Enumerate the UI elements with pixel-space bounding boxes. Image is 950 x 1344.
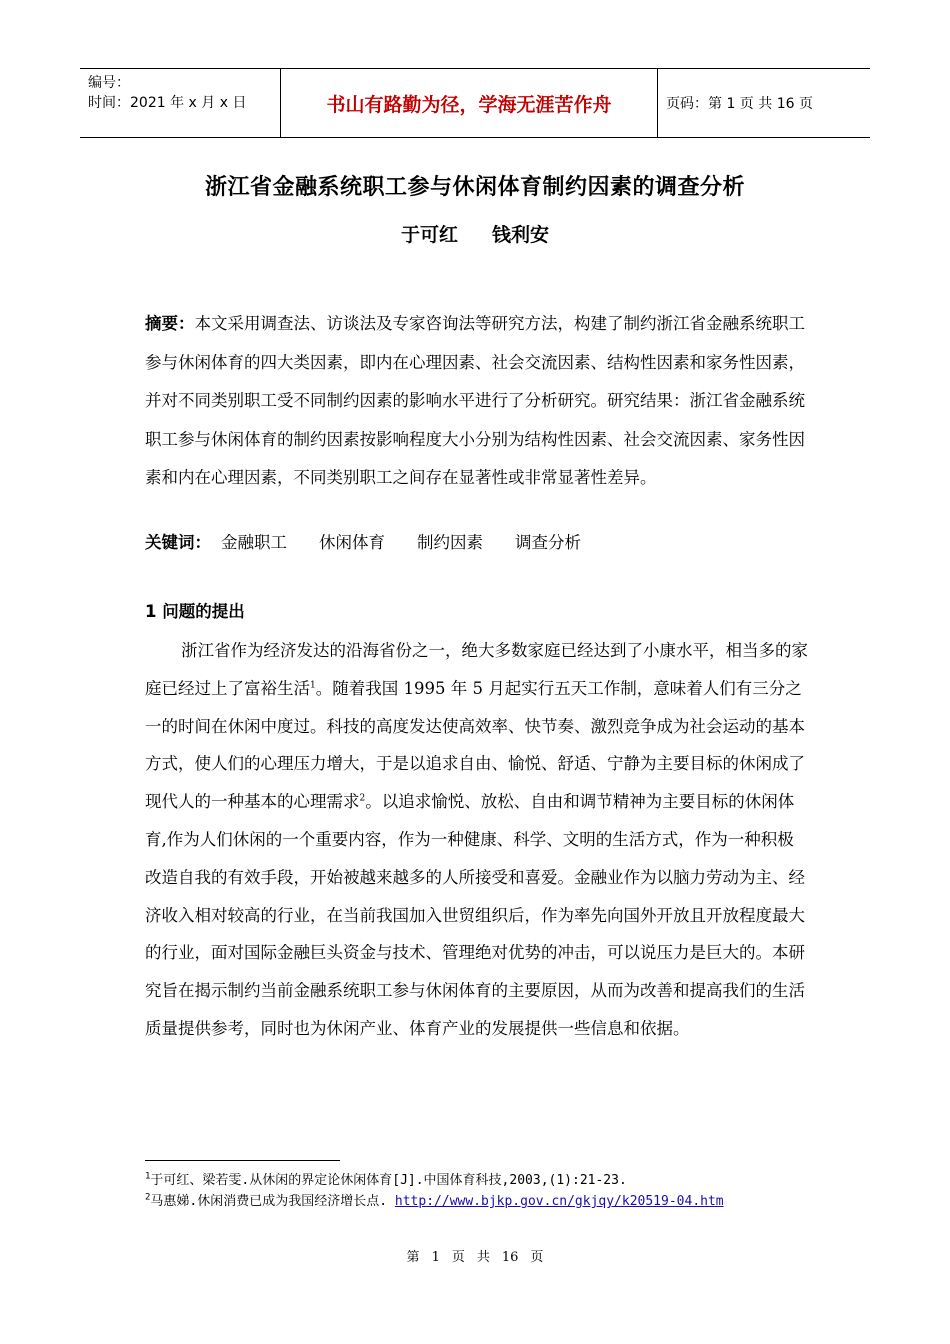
footnotes <box>145 1170 810 1212</box>
footnote-2: $^2$马惠娣.休闲消费已成为我国经济增长点. http://www.bjkp.gov.cn/gkjqy/k20519-04.htm <box>145 1192 724 1209</box>
footnote-link[interactable]: http://www.bjkp.gov.cn/gkjqy/k20519-04.htm <box>394 1194 724 1209</box>
paragraph-text: 。随着我国 1995 年 5 月起实行五天工作制，意味着人们有三分之一的时间在休闲中度过。科技的高度发达使高效率、快节奏、激烈竞争成为社会运动的基本方式，使人们的心理压力增大，于是以追求自由、愉悦、舒适、宁静为主要目标的休闲成了现代人的一种基本的心理需求 <box>145 678 805 812</box>
current-page: 1 <box>431 1250 440 1265</box>
body-paragraph <box>145 632 810 1048</box>
time-label: 时间：2021 年 x 月 x 日 <box>88 95 247 111</box>
footnote-1: $^1$于可红、梁若雯.从休闲的界定论休闲体育[J].中国体育科技,2003,(1):21-23. <box>145 1171 627 1188</box>
footnote-ref-2: 2 <box>359 793 366 804</box>
authors <box>0 220 950 247</box>
section-title: 1 问题的提出 <box>145 602 245 621</box>
author-2: 钱利安 <box>492 224 550 246</box>
keywords-label: 关键词： <box>145 533 211 552</box>
number-label: 编号： <box>88 75 130 91</box>
total-pages: 16 <box>501 1250 519 1265</box>
header-table <box>80 68 870 138</box>
footnote-ref-1: 1 <box>310 680 316 691</box>
header-meta <box>80 69 280 137</box>
paragraph-text: 浙江省作为经济发达的沿海省份之一，绝大多数家庭已经达到了小康水平，相当多的家庭已经过上了富裕生活 <box>145 641 808 698</box>
page-footer: 第 1 页 共 16 页 <box>406 1250 544 1265</box>
keyword: 制约因素 <box>417 533 483 552</box>
paragraph-text: 。以追求愉悦、放松、自由和调节精神为主要目标的休闲体育,作为人们休闲的一个重要内容，作为一种健康、科学、文明的生活方式，作为一种积极改造自我的有效手段，开始被越来越多的人所接受和喜爱。金融业作为以脑力劳动为主、经济收入相对较高的行业，在当前我国加入世贸组织后，作为率先向国外开放且开放程度最大的行业，面对国际金融巨头资金与技术、管理绝对优势的冲击，可以说压力是巨大的。本研究旨在揭示制约当前金融系统职工参与休闲体育的主要原因，从而为改善和提高我们的生活质量提供参考，同时也为休闲产业、体育产业的发展提供一些信息和依据。 <box>145 792 805 1038</box>
abstract-label: 摘要： <box>145 314 195 333</box>
header-page-info: 页码：第 1 页 共 16 页 <box>666 96 813 112</box>
header-motto: 书山有路勤为径，学海无涯苦作舟 <box>280 69 658 137</box>
author-1: 于可红 <box>400 224 458 246</box>
keyword: 休闲体育 <box>319 533 385 552</box>
abstract <box>145 305 810 498</box>
keyword: 金融职工 <box>221 533 287 552</box>
keyword: 调查分析 <box>515 533 581 552</box>
footnote-rule <box>145 1160 340 1161</box>
abstract-text: 本文采用调查法、访谈法及专家咨询法等研究方法，构建了制约浙江省金融系统职工参与休闲体育的四大类因素，即内在心理因素、社会交流因素、结构性因素和家务性因素，并对不同类别职工受不同制约因素的影响水平进行了分析研究。研究结果：浙江省金融系统职工参与休闲体育的制约因素按影响程度大小分别为结构性因素、社会交流因素、家务性因素和内在心理因素，不同类别职工之间存在显著性或非常显著性差异。 <box>145 314 805 487</box>
paper-title: 浙江省金融系统职工参与休闲体育制约因素的调查分析 <box>204 175 745 200</box>
keywords <box>145 524 810 562</box>
